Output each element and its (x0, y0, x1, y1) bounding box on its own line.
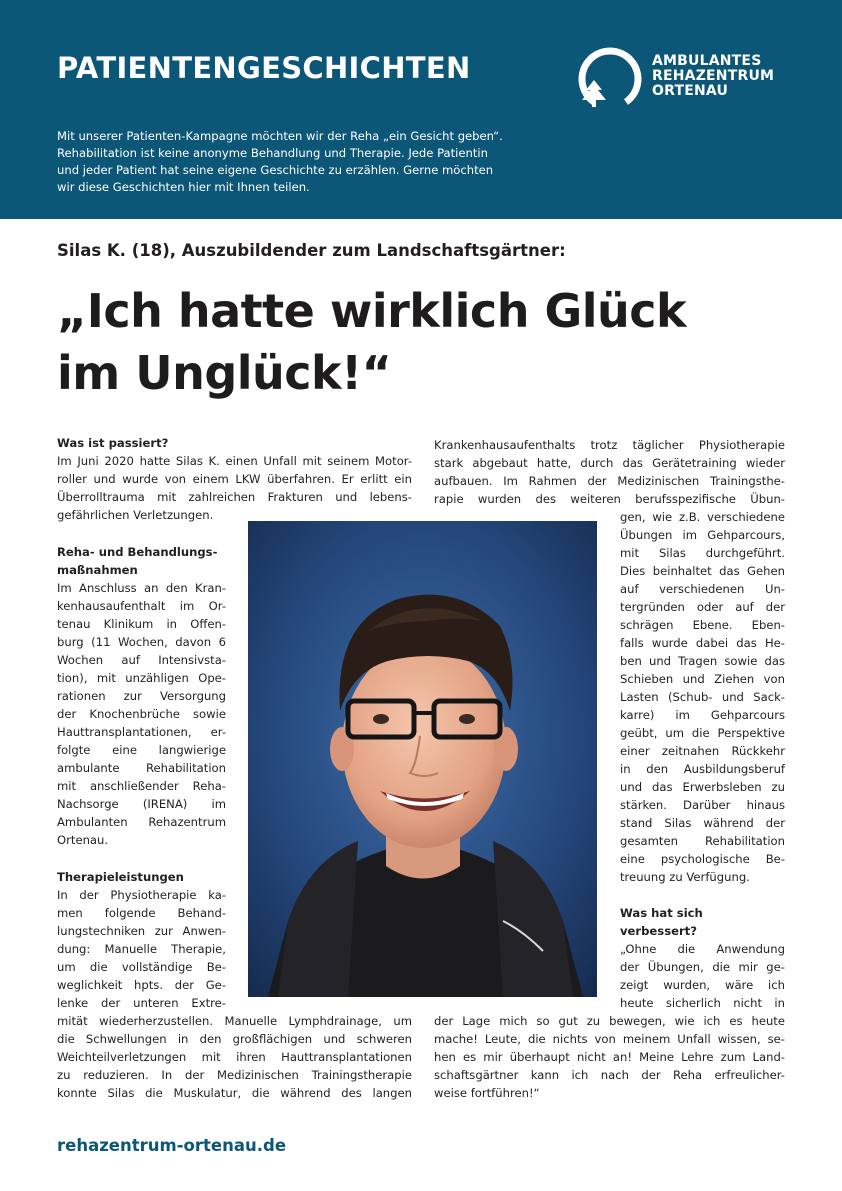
article-line: zu reduzieren. In der Medizinischen Trainingstherapie (57, 1068, 412, 1082)
article-line: In der Physiotherapie ka- (57, 888, 226, 902)
article-line: men folgende Behand- (57, 906, 226, 920)
headline-line: im Unglück!“ (57, 346, 392, 400)
article-line: zeigt wurden, wäre ich (620, 978, 785, 992)
article-line: Ortenau. (57, 833, 109, 847)
article-line: eine psychologische Be- (620, 852, 785, 866)
article-line: schaftsgärtner kann ich nach der Reha erfreulicher- (434, 1068, 785, 1082)
article-line: stärken. Darüber hinaus (620, 798, 785, 812)
article-line: mität wiederherzustellen. Manuelle Lymphdrainage, um (57, 1014, 412, 1028)
article-line: Schieben und Ziehen von (620, 672, 785, 686)
article-line: Dies beinhaltet das Gehen (620, 564, 785, 578)
article-line: schrägen Ebene. Eben- (620, 618, 785, 632)
tree-in-circle-logo-icon (578, 46, 642, 110)
article-line: hen es mir überhaupt nicht an! Meine Lehre zum Land- (434, 1050, 785, 1064)
brand-name (652, 54, 774, 99)
brand-logo (578, 46, 798, 112)
article-line: lenke der unteren Extre- (57, 996, 226, 1010)
article-line: die Schwellungen in den großflächigen und schweren (57, 1032, 412, 1046)
article-line: heute sicherlich nicht in (620, 996, 785, 1010)
article-line: der Übungen, die mir ge- (620, 960, 785, 974)
article-line: Lasten (Schub- und Sack- (620, 690, 785, 704)
article-line: Ambulanten Rehazentrum (57, 815, 226, 829)
article-line: Krankenhausaufenthalts trotz täglicher Physiotherapie (434, 438, 785, 452)
article-line: falls wurde dabei das He- (620, 636, 785, 650)
article-line: konnte Silas die Muskulatur, die während des langen (57, 1086, 412, 1100)
page-title: PATIENTENGESCHICHTEN (57, 51, 471, 85)
article-line: rapie wurden des weiteren berufsspezifische Übun- (434, 492, 785, 506)
article-line: treuung zu Verfügung. (620, 870, 750, 884)
article-line: tenau Klinikum in Offen- (57, 617, 226, 631)
article-line: gen, wie z.B. verschiedene (620, 510, 785, 524)
article-line: Nachsorge (IRENA) im (57, 797, 226, 811)
article-line: stark abgebaut hatte, durch das Gerätetraining wieder (434, 456, 785, 470)
article-line: roller und wurde von einem LKW überfahren. Er erlitt ein (57, 472, 412, 486)
article-line: Wochen auf Intensivsta- (57, 653, 226, 667)
article-line: mit anschließender Reha- (57, 779, 226, 793)
article-line: mit Silas durchgeführt. (620, 546, 785, 560)
section-heading: verbessert? (620, 924, 697, 938)
article-line: mache! Leute, die nichts von meinem Unfall wissen, se- (434, 1032, 785, 1046)
article-line: stand Silas während der (620, 816, 785, 830)
header-banner (0, 0, 842, 219)
article-line: der Knochenbrüche sowie (57, 707, 226, 721)
headline-line: „Ich hatte wirklich Glück (57, 284, 687, 338)
patient-portrait-photo (248, 521, 597, 997)
article-headline (57, 280, 686, 404)
article-line: Überrolltrauma mit zahlreichen Frakturen und lebens- (57, 490, 412, 504)
intro-line: Rehabilitation ist keine anonyme Behandlung und Therapie. Jede Patientin (57, 146, 489, 160)
section-heading: Therapieleistungen (57, 870, 184, 884)
article-line: weise fortführen!“ (434, 1086, 540, 1100)
intro-line: Mit unserer Patienten-Kampagne möchten wir der Reha „ein Gesicht geben“. (57, 129, 503, 143)
section-heading: Reha- und Behandlungs- (57, 545, 218, 559)
article-line: Weichteilverletzungen mit ihren Hauttransplantationen (57, 1050, 412, 1064)
article-line: „Ohne die Anwendung (620, 942, 785, 956)
article-line: einer zeitnahen Rückkehr (620, 744, 785, 758)
brand-name-line: ORTENAU (652, 83, 729, 99)
article-line: ambulante Rehabilitation (57, 761, 226, 775)
article-line: Im Anschluss an den Kran- (57, 581, 226, 595)
article-line: tergründen oder auf der (620, 600, 785, 614)
article-line: kenhausaufenthalt im Or- (57, 599, 226, 613)
brand-name-line: AMBULANTES (652, 53, 762, 69)
intro-text (57, 128, 557, 196)
intro-line: wir diese Geschichten hier mit Ihnen teilen. (57, 180, 310, 194)
article-line: Im Juni 2020 hatte Silas K. einen Unfall mit seinem Motor- (57, 454, 412, 468)
article-line: aufbauen. Im Rahmen der Medizinischen Trainingsthe- (434, 474, 785, 488)
section-heading: Was hat sich (620, 906, 703, 920)
article-line: rationen zur Versorgung (57, 689, 226, 703)
website-link[interactable]: rehazentrum-ortenau.de (57, 1136, 287, 1155)
article-line: karre) im Gehparcours (620, 708, 785, 722)
section-heading: Was ist passiert? (57, 436, 169, 450)
article-line: in den Ausbildungsberuf (620, 762, 785, 776)
article-line: dung: Manuelle Therapie, (57, 942, 226, 956)
article-line: auf verschiedenen Un- (620, 582, 785, 596)
article-line: der Lage mich so gut zu bewegen, wie ich es heute (434, 1014, 785, 1028)
article-line: gefährlichen Verletzungen. (57, 508, 214, 522)
article-line: weglichkeit hpts. der Ge- (57, 978, 226, 992)
article-line: folgte eine langwierige (57, 743, 226, 757)
article-line: gesamten Rehabilitation (620, 834, 785, 848)
intro-line: und jeder Patient hat seine eigene Geschichte zu erzählen. Gerne möchten (57, 163, 494, 177)
article-kicker: Silas K. (18), Auszubildender zum Landschaftsgärtner: (57, 241, 566, 260)
article-line: und das Erwerbsleben zu (620, 780, 785, 794)
section-heading: maßnahmen (57, 563, 138, 577)
article-line: tion), mit unzähligen Ope- (57, 671, 226, 685)
article-line: Übungen im Gehparcours, (620, 528, 785, 542)
article-line: geübt, um die Perspektive (620, 726, 785, 740)
article-line: lungstechniken zur Anwen- (57, 924, 226, 938)
article-line: ben und Tragen sowie das (620, 654, 785, 668)
article-line: Hauttransplantationen, er- (57, 725, 226, 739)
article-line: um die vollständige Be- (57, 960, 226, 974)
brand-name-line: REHAZENTRUM (652, 68, 775, 84)
article-line: burg (11 Wochen, davon 6 (57, 635, 226, 649)
